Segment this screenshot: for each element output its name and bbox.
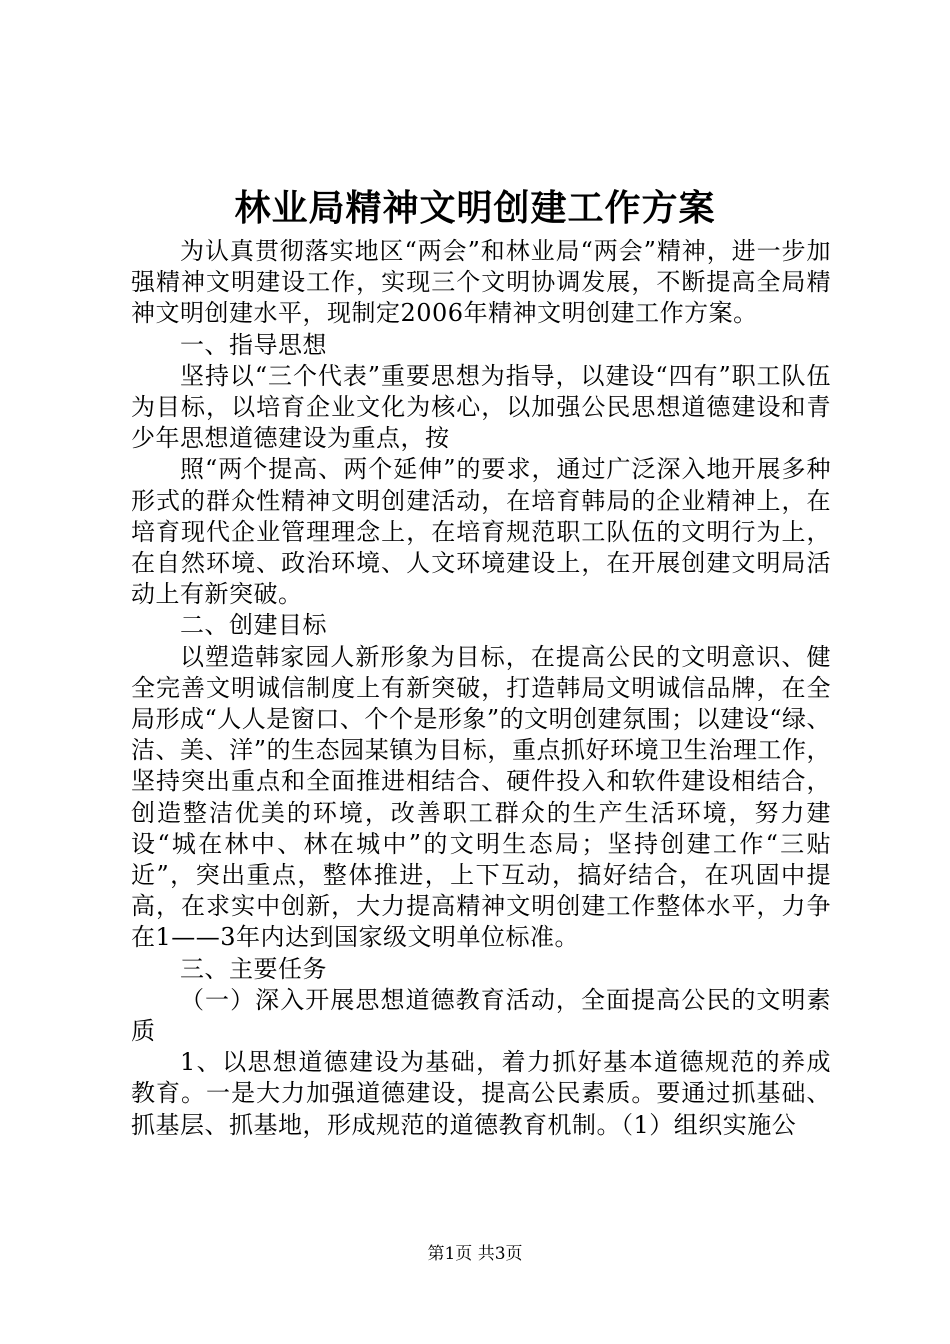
document-title: 林业局精神文明创建工作方案 [234, 187, 716, 229]
section-heading-guiding-thought: 一、指导思想 [180, 330, 327, 359]
section-heading-goals: 二、创建目标 [180, 611, 327, 640]
guiding-thought-paragraph: 坚持以“三个代表”重要思想为指导，以建设“四有”职工队伍为目标，以培育企业文化为核心，以加强公民思想道德建设和青少年思想道德建设为重点，按 [131, 361, 831, 453]
subsection-heading-moral-education: （一）深入开展思想道德教育活动，全面提高公民的文明素质 [131, 985, 831, 1046]
intro-paragraph: 为认真贯彻落实地区“两会”和林业局“两会”精神，进一步加强精神文明建设工作，实现三个文明协调发展，不断提高全局精神文明创建水平，现制定2006年精神文明创建工作方案。 [131, 237, 831, 328]
guiding-thought-continuation-paragraph: 照“两个提高、两个延伸”的要求，通过广泛深入地开展多种形式的群众性精神文明创建活动，在培育韩局的企业精神上，在培育现代企业管理理念上，在培育规范职工队伍的文明行为上，在自然环境、政治环境、人文环境建设上，在开展创建文明局活动上有新突破。 [131, 455, 831, 609]
page-number-footer: 第1页 共3页 [427, 1244, 523, 1264]
moral-education-paragraph: 1、以思想道德建设为基础，着力抓好基本道德规范的养成教育。一是大力加强道德建设，提高公民素质。要通过抓基础、抓基层、抓基地，形成规范的道德教育机制。（1）组织实施公 [131, 1048, 831, 1139]
document-body [131, 236, 831, 1141]
section-heading-main-tasks: 三、主要任务 [180, 954, 327, 983]
goals-paragraph: 以塑造韩家园人新形象为目标，在提高公民的文明意识、健全完善文明诚信制度上有新突破，打造韩局文明诚信品牌，在全局形成“人人是窗口、个个是形象”的文明创建氛围；以建设“绿、洁、美、洋”的生态园某镇为目标，重点抓好环境卫生治理工作，坚持突出重点和全面推进相结合、硬件投入和软件建设相结合，创造整洁优美的环境，改善职工群众的生产生活环境，努力建设“城在林中、林在城中”的文明生态局；坚持创建工作“三贴近”，突出重点，整体推进，上下互动，搞好结合，在巩固中提高，在求实中创新，大力提高精神文明创建工作整体水平，力争在1——3年内达到国家级文明单位标准。 [131, 642, 831, 952]
